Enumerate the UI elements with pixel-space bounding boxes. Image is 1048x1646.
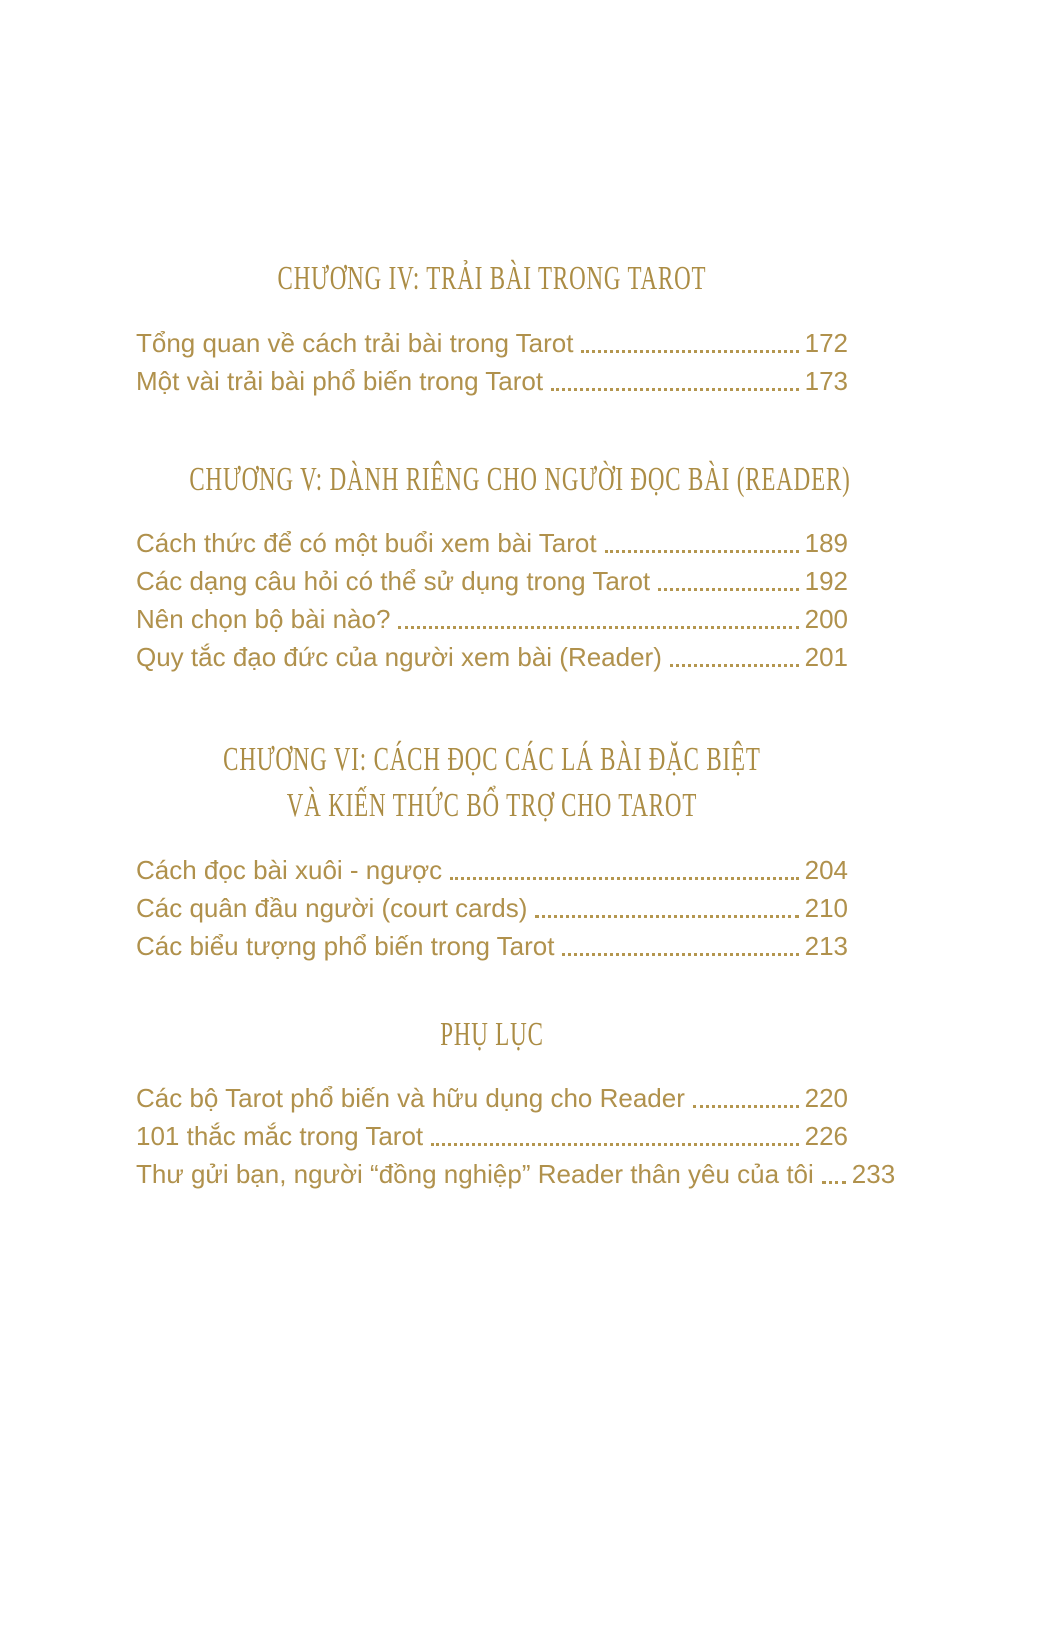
toc-entry <box>136 1155 896 1193</box>
toc-entry <box>136 324 848 362</box>
section-entries <box>136 324 848 400</box>
entry-title: Nên chọn bộ bài nào? <box>136 604 391 635</box>
toc-section <box>136 1011 896 1193</box>
entry-title: Cách đọc bài xuôi - ngược <box>136 854 443 885</box>
dot-leader <box>605 550 799 553</box>
entry-page-number: 189 <box>804 528 848 559</box>
entry-title: Quy tắc đạo đức của người xem bài (Reader) <box>136 642 662 673</box>
section-entries <box>136 851 848 965</box>
toc-entry <box>136 600 848 638</box>
toc-entry <box>136 638 848 676</box>
toc-section <box>136 255 848 399</box>
entry-page-number: 192 <box>804 566 848 597</box>
section-heading-line: PHỤ LỤC <box>440 1015 544 1053</box>
toc-entry <box>136 524 848 562</box>
toc-section <box>136 736 848 964</box>
entry-page-number: 220 <box>804 1083 848 1114</box>
entry-title: Các bộ Tarot phổ biến và hữu dụng cho Reader <box>136 1083 685 1114</box>
entry-page-number: 204 <box>804 854 848 885</box>
entry-title: Cách thức để có một buổi xem bài Tarot <box>136 528 597 559</box>
entry-page-number: 210 <box>804 892 848 923</box>
entry-page-number: 200 <box>804 604 848 635</box>
entry-title: Các biểu tượng phổ biến trong Tarot <box>136 930 555 961</box>
entry-page-number: 233 <box>851 1159 896 1190</box>
toc-entry <box>136 562 848 600</box>
entry-page-number: 172 <box>804 327 848 358</box>
entry-title: 101 thắc mắc trong Tarot <box>136 1121 424 1152</box>
toc-entry <box>136 851 848 889</box>
dot-leader <box>551 388 799 391</box>
dot-leader <box>658 588 798 591</box>
toc-entry <box>136 927 848 965</box>
dot-leader <box>670 664 799 667</box>
dot-leader <box>535 915 798 918</box>
dot-leader <box>822 1181 846 1184</box>
dot-leader <box>431 1143 798 1146</box>
toc-entry <box>136 1117 848 1155</box>
entry-title: Thư gửi bạn, người “đồng nghiệp” Reader thân yêu của tôi <box>136 1159 814 1190</box>
section-entries <box>136 524 848 676</box>
entry-page-number: 201 <box>804 642 848 673</box>
entry-title: Các dạng câu hỏi có thể sử dụng trong Tarot <box>136 566 651 597</box>
toc-entry <box>136 1079 848 1117</box>
entry-page-number: 173 <box>804 365 848 396</box>
dot-leader <box>450 877 798 880</box>
toc-entry <box>136 889 848 927</box>
section-entries <box>136 1079 896 1193</box>
toc-sections <box>136 255 896 1193</box>
toc-section <box>136 456 851 676</box>
section-heading <box>136 736 848 828</box>
entry-title: Một vài trải bài phổ biến trong Tarot <box>136 365 544 396</box>
dot-leader <box>693 1105 799 1108</box>
section-heading-line: CHƯƠNG IV: TRẢI BÀI TRONG TAROT <box>277 259 707 298</box>
dot-leader <box>581 350 798 353</box>
section-heading <box>136 255 848 301</box>
section-heading-line: CHƯƠNG VI: CÁCH ĐỌC CÁC LÁ BÀI ĐẶC BIỆT <box>223 740 761 778</box>
section-heading <box>136 1011 848 1057</box>
section-heading <box>136 456 851 502</box>
dot-leader <box>562 953 798 956</box>
entry-page-number: 226 <box>804 1121 848 1152</box>
entry-title: Tổng quan về cách trải bài trong Tarot <box>136 327 574 358</box>
entry-page-number: 213 <box>804 930 848 961</box>
section-heading-line: VÀ KIẾN THỨC BỔ TRỢ CHO TAROT <box>286 786 698 824</box>
toc-entry <box>136 362 848 400</box>
dot-leader <box>398 626 798 629</box>
section-heading-line: CHƯƠNG V: DÀNH RIÊNG CHO NGƯỜI ĐỌC BÀI (READER) <box>189 460 851 498</box>
entry-title: Các quân đầu người (court cards) <box>136 892 528 923</box>
